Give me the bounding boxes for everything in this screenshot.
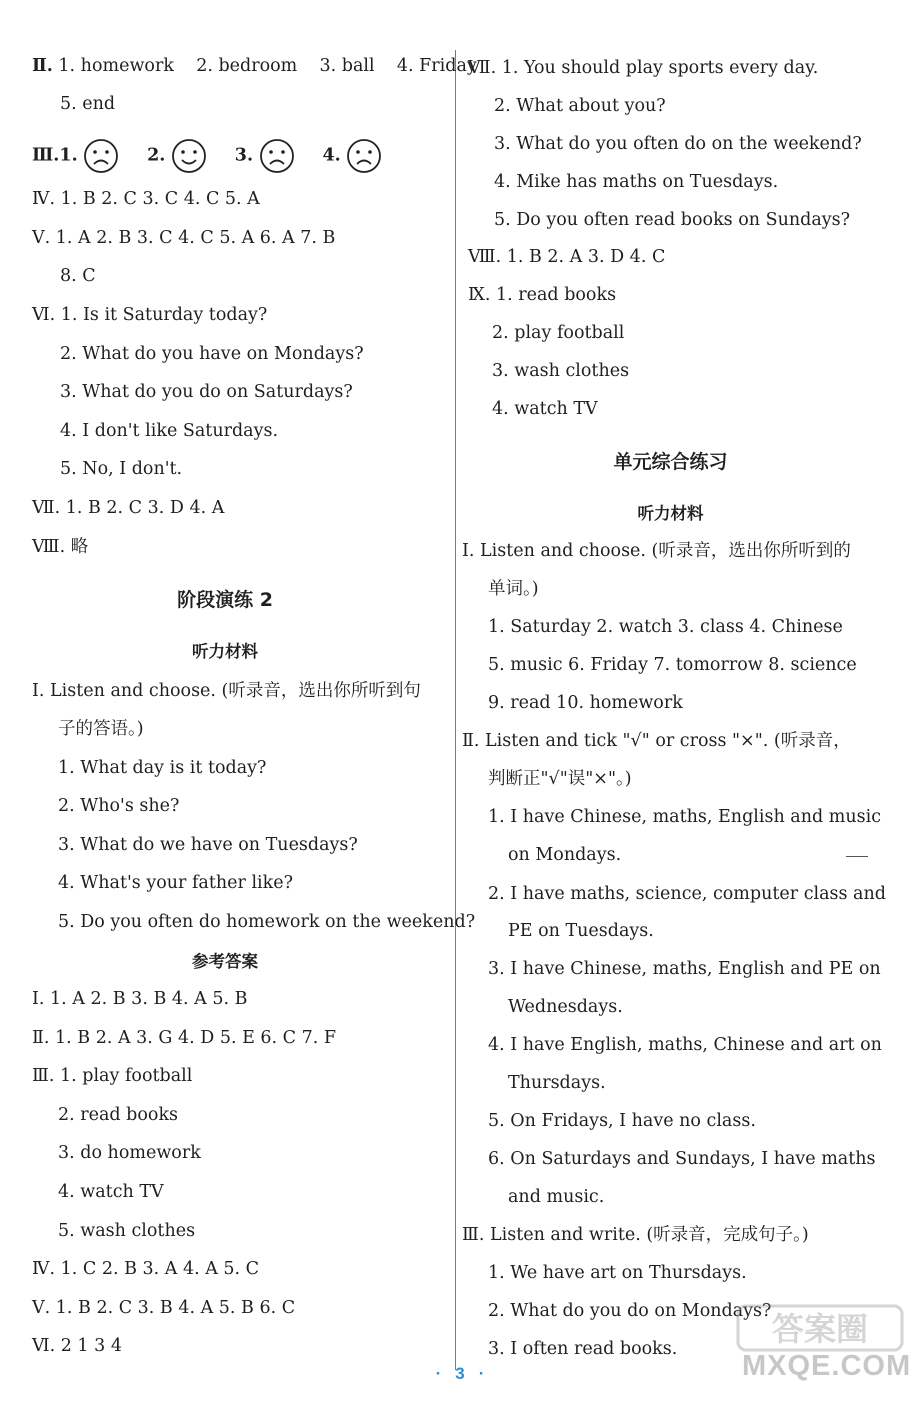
answer-iii-faces bbox=[32, 138, 382, 174]
listening-item: 4. I have English, maths, Chinese and art on bbox=[488, 1035, 882, 1055]
watermark-text: MXQE.COM bbox=[742, 1350, 912, 1382]
answer-vi-item: 5. No, I don't. bbox=[60, 459, 183, 479]
listening-item: 4. What's your father like? bbox=[58, 873, 293, 893]
listening-item: 2. Who's she? bbox=[58, 796, 180, 816]
listening-item: 3. I have Chinese, maths, English and PE on bbox=[488, 959, 881, 979]
sad-face-icon bbox=[259, 138, 295, 174]
word-list-row: 9. read 10. homework bbox=[488, 693, 683, 713]
answer-ii-line bbox=[32, 54, 477, 78]
question-iii-instruction: Ⅲ. Listen and write. (听录音，完成句子。) bbox=[462, 1225, 809, 1245]
word-list-row: 1. Saturday 2. watch 3. class 4. Chinese bbox=[488, 617, 843, 637]
listening-item: on Mondays. bbox=[508, 845, 622, 865]
section-title: 单元综合练习 bbox=[613, 451, 728, 473]
page-number: · 3 · bbox=[435, 1364, 485, 1383]
answer-line: Ⅰ. 1. A 2. B 3. B 4. A 5. B bbox=[32, 989, 248, 1009]
answer-item: 3. do homework bbox=[58, 1143, 201, 1163]
question-i-instruction: 单词。) bbox=[488, 579, 539, 599]
answer-ix-item: 3. wash clothes bbox=[492, 361, 630, 381]
answer-item: 8. C bbox=[60, 266, 96, 286]
section-number: Ⅲ. bbox=[32, 145, 60, 166]
listening-item: PE on Tuesdays. bbox=[508, 921, 654, 941]
listening-item: 5. On Fridays, I have no class. bbox=[488, 1111, 756, 1131]
answer-iv-line: Ⅳ. 1. B 2. C 3. C 4. C 5. A bbox=[32, 189, 260, 209]
listening-item: 1. What day is it today? bbox=[58, 758, 267, 778]
svg-text:答案圈: 答案圈 bbox=[771, 1310, 869, 1348]
answer-line: Ⅴ. 1. B 2. C 3. B 4. A 5. B 6. C bbox=[32, 1298, 296, 1318]
face-label: 2. bbox=[147, 145, 166, 166]
answer-item: 4. watch TV bbox=[58, 1182, 164, 1202]
answer-vi-item: 2. What do you have on Mondays? bbox=[60, 344, 364, 364]
answer-line: Ⅳ. 1. C 2. B 3. A 4. A 5. C bbox=[32, 1259, 260, 1279]
answer-ix-item: Ⅸ. 1. read books bbox=[468, 285, 617, 305]
question-i-instruction: Ⅰ. Listen and choose. (听录音，选出你所听到句 bbox=[32, 681, 421, 701]
column-divider bbox=[455, 50, 456, 1370]
section-title: 阶段演练 2 bbox=[177, 589, 273, 611]
listening-title: 听力材料 bbox=[192, 642, 258, 661]
word-list-row: 5. music 6. Friday 7. tomorrow 8. science bbox=[488, 655, 857, 675]
listening-item: 1. We have art on Thursdays. bbox=[488, 1263, 747, 1283]
answer-line: Ⅲ. 1. play football bbox=[32, 1066, 193, 1086]
answer-line: Ⅵ. 2 1 3 4 bbox=[32, 1336, 122, 1356]
question-ii-instruction: 判断正"√"误"×"。) bbox=[488, 769, 632, 789]
answer-item: 4. Friday bbox=[396, 56, 477, 76]
answer-ix-item: 2. play football bbox=[492, 323, 625, 343]
listening-title: 听力材料 bbox=[637, 504, 704, 523]
answer-vii-item: 3. What do you often do on the weekend? bbox=[494, 134, 862, 154]
face-label: 1. bbox=[59, 145, 78, 166]
answer-ix-item: 4. watch TV bbox=[492, 399, 598, 419]
question-i-instruction: 子的答语。) bbox=[58, 719, 144, 739]
answer-viii-line: Ⅷ. 略 bbox=[32, 537, 89, 557]
answer-item: 5. wash clothes bbox=[58, 1221, 196, 1241]
answer-item: 2. read books bbox=[58, 1105, 179, 1125]
listening-item: 2. I have maths, science, computer class and bbox=[488, 884, 886, 904]
answers-title: 参考答案 bbox=[192, 952, 258, 971]
answer-v-line: Ⅴ. 1. A 2. B 3. C 4. C 5. A 6. A 7. B bbox=[32, 228, 336, 248]
happy-face-icon bbox=[171, 138, 207, 174]
face-label: 4. bbox=[322, 145, 341, 166]
question-i-instruction: Ⅰ. Listen and choose. (听录音，选出你所听到的 bbox=[462, 541, 851, 561]
answer-item: 1. homework bbox=[58, 56, 174, 76]
page-number-value: 3 bbox=[455, 1364, 465, 1383]
answer-vi-item: 3. What do you do on Saturdays? bbox=[60, 382, 353, 402]
sad-face-icon bbox=[346, 138, 382, 174]
answer-vii-item: 5. Do you often read books on Sundays? bbox=[494, 210, 851, 230]
answer-item: 3. ball bbox=[319, 56, 375, 76]
answer-vi-item: Ⅵ. 1. Is it Saturday today? bbox=[32, 305, 268, 325]
answer-vii-item: 4. Mike has maths on Tuesdays. bbox=[494, 172, 779, 192]
listening-item: 2. What do you do on Mondays? bbox=[488, 1301, 772, 1321]
listening-item: Thursdays. bbox=[508, 1073, 606, 1093]
listening-item: Wednesdays. bbox=[508, 997, 623, 1017]
listening-item: 5. Do you often do homework on the weekend? bbox=[58, 912, 476, 932]
sad-face-icon bbox=[83, 138, 119, 174]
listening-item: 3. What do we have on Tuesdays? bbox=[58, 835, 358, 855]
listening-item: 1. I have Chinese, maths, English and music bbox=[488, 807, 881, 827]
question-ii-instruction: Ⅱ. Listen and tick "√" or cross "×". (听录音， bbox=[462, 731, 851, 751]
answer-viii-line: Ⅷ. 1. B 2. A 3. D 4. C bbox=[468, 247, 666, 267]
face-label: 3. bbox=[234, 145, 254, 166]
answer-item: 2. bedroom bbox=[196, 56, 298, 76]
answer-vii-item: Ⅶ. 1. You should play sports every day. bbox=[468, 58, 819, 78]
listening-item: 3. I often read books. bbox=[488, 1339, 678, 1359]
answer-vi-item: 4. I don't like Saturdays. bbox=[60, 421, 279, 441]
answer-vii-item: 2. What about you? bbox=[494, 96, 666, 116]
answer-item: 5. end bbox=[60, 94, 116, 114]
answer-vii-line: Ⅶ. 1. B 2. C 3. D 4. A bbox=[32, 498, 225, 518]
listening-item: 6. On Saturdays and Sundays, I have maths bbox=[488, 1149, 876, 1169]
answer-line: Ⅱ. 1. B 2. A 3. G 4. D 5. E 6. C 7. F bbox=[32, 1028, 337, 1048]
underline-mark bbox=[846, 856, 868, 857]
section-number: Ⅱ. bbox=[32, 56, 53, 76]
listening-item: and music. bbox=[508, 1187, 605, 1207]
